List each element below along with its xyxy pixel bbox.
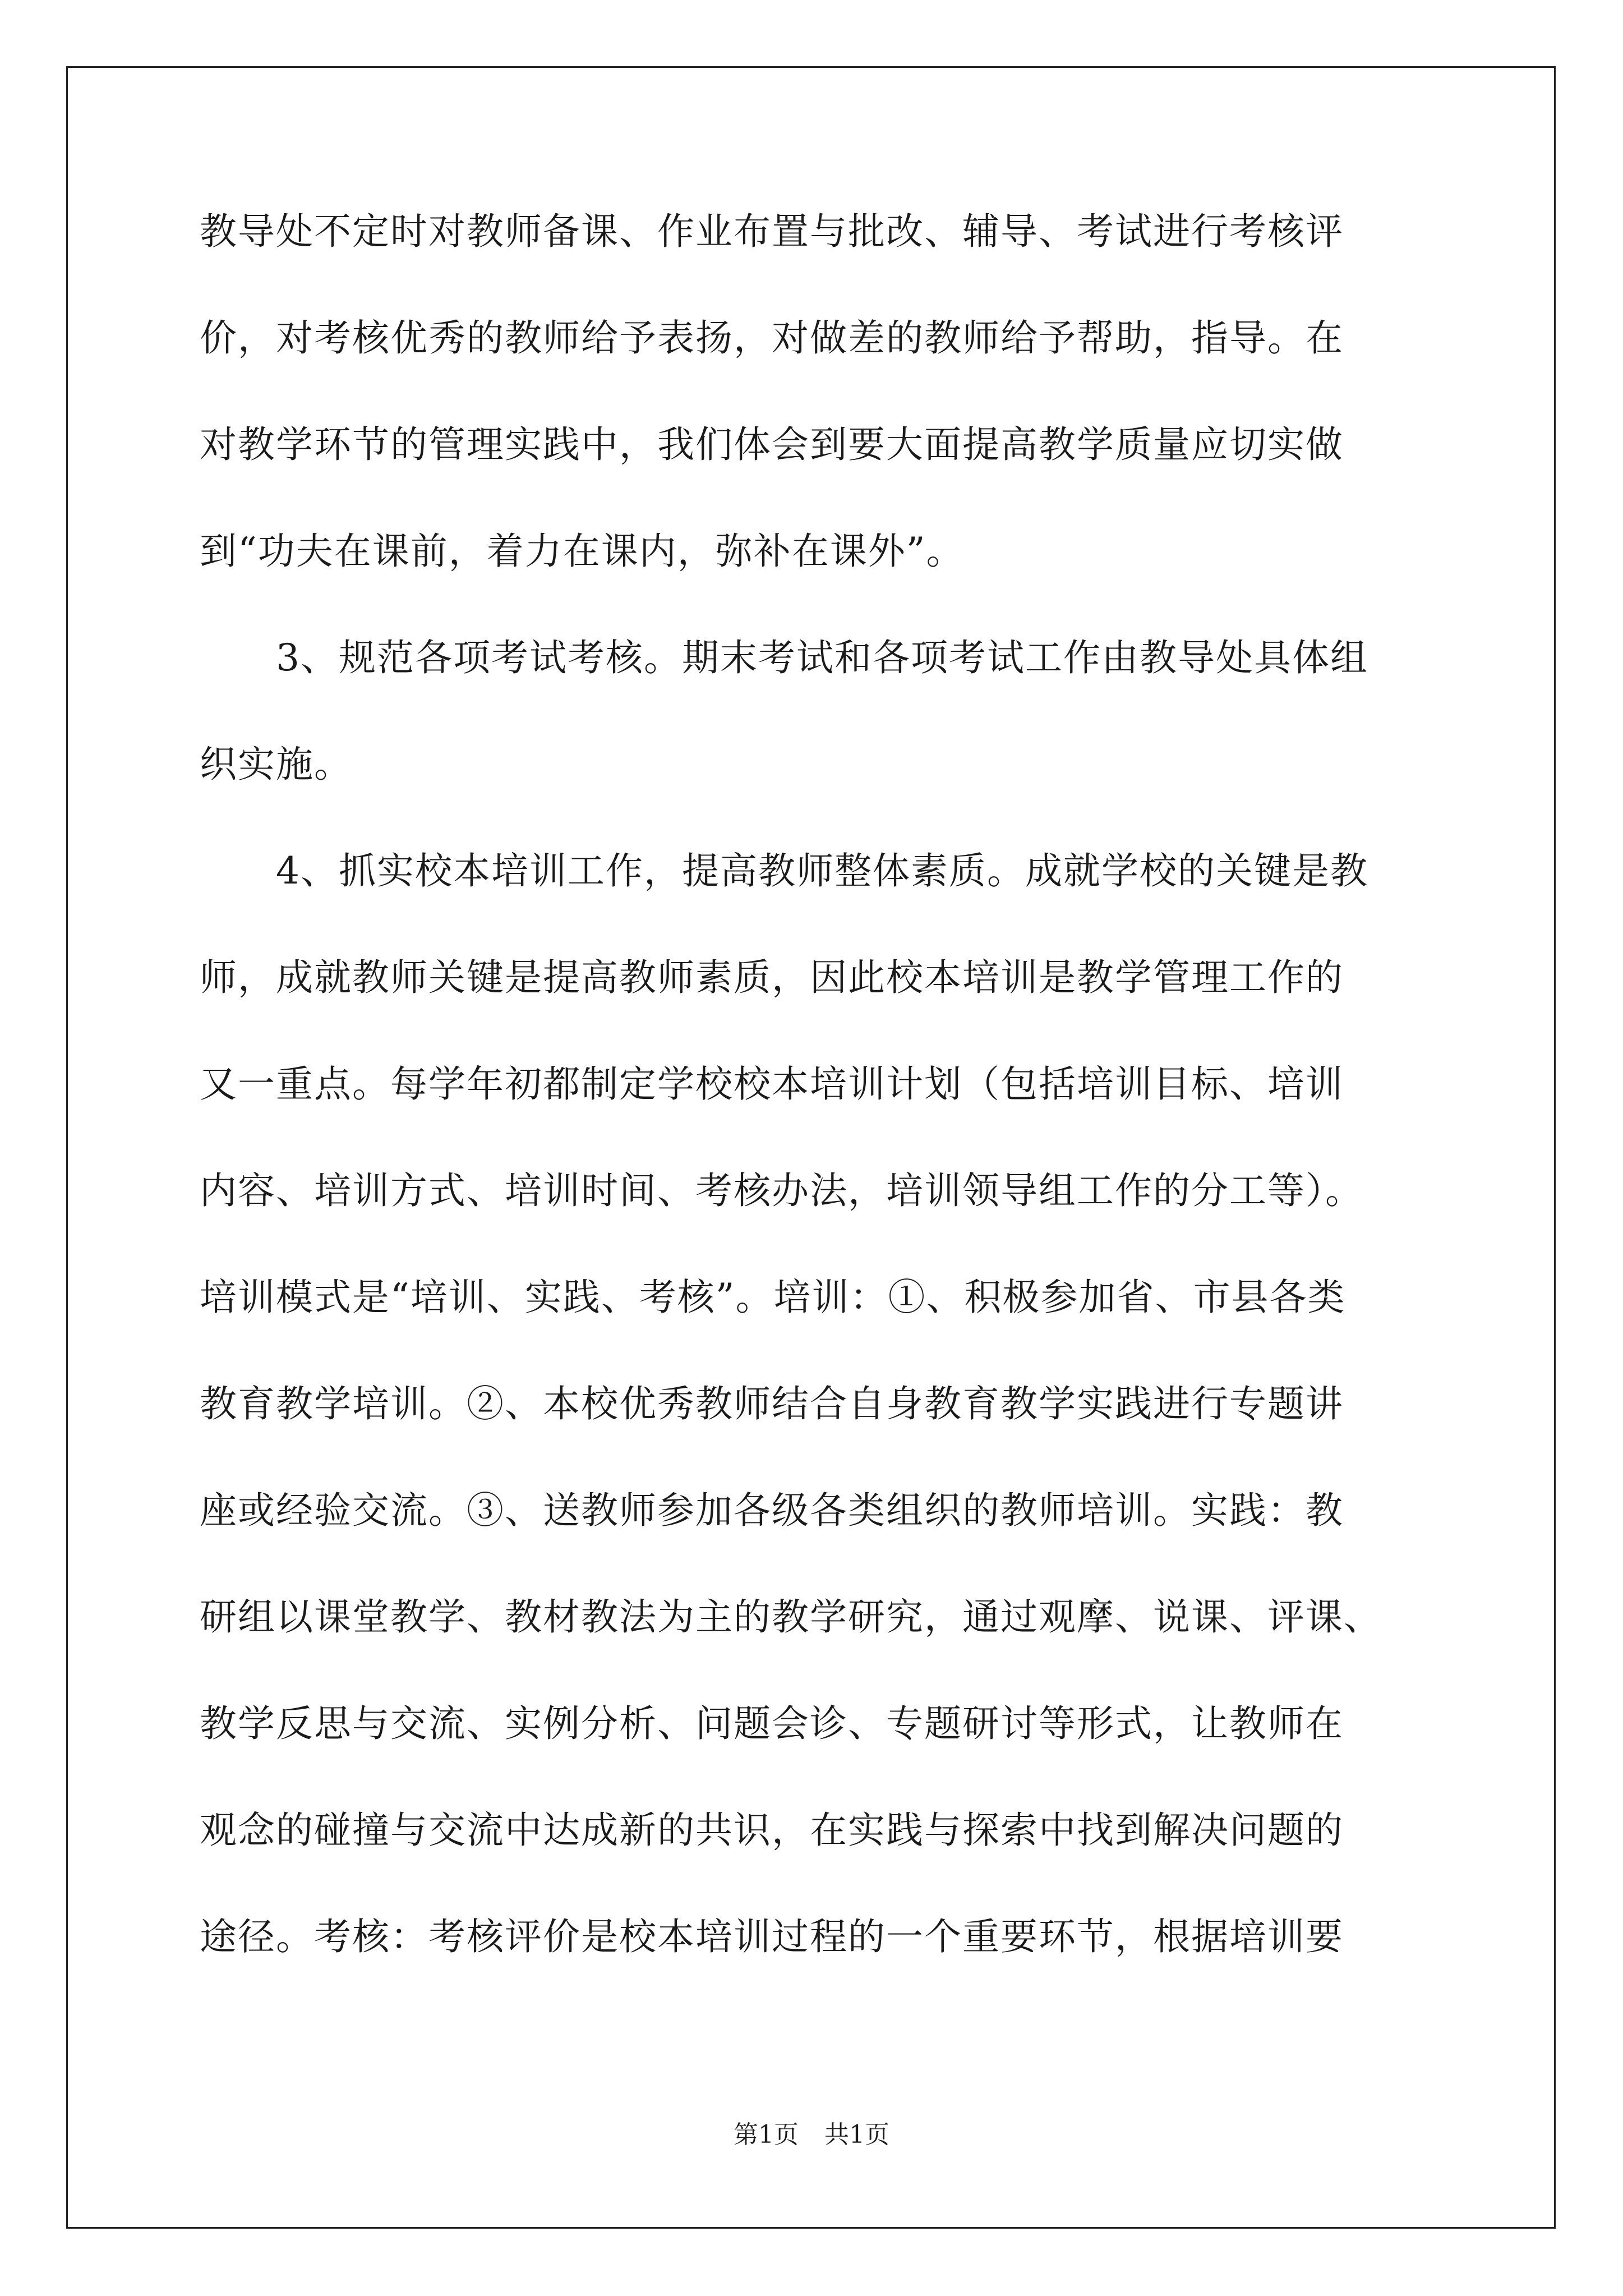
text-line: 价，对考核优秀的教师给予表扬，对做差的教师给予帮助，指导。在 (200, 316, 1344, 360)
text-line: 培训模式是“培训、实践、考核”。培训：①、积极参加省、市县各类 (200, 1276, 1346, 1319)
page-total: 共1页 (824, 2120, 889, 2149)
text-line: 到“功夫在课前，着力在课内，弥补在课外”。 (200, 530, 965, 573)
text-line: 途径。考核：考核评价是校本培训过程的一个重要环节，根据培训要 (200, 1915, 1344, 1958)
page-number: 第1页 (734, 2120, 799, 2149)
text-line: 教育教学培训。②、本校优秀教师结合自身教育教学实践进行专题讲 (200, 1382, 1344, 1425)
text-line-indented: 3、规范各项考试考核。期末考试和各项考试工作由教导处具体组 (276, 636, 1368, 679)
text-line: 观念的碰撞与交流中达成新的共识，在实践与探索中找到解决问题的 (200, 1809, 1344, 1852)
text-line: 对教学环节的管理实践中，我们体会到要大面提高教学质量应切实做 (200, 423, 1344, 466)
page-footer (0, 2121, 1623, 2149)
text-line: 教学反思与交流、实例分析、问题会诊、专题研讨等形式，让教师在 (200, 1702, 1344, 1745)
text-line-indented: 4、抓实校本培训工作，提高教师整体素质。成就学校的关键是教 (276, 849, 1368, 892)
text-line: 内容、培训方式、培训时间、考核办法，培训领导组工作的分工等）。 (200, 1169, 1363, 1212)
text-line: 又一重点。每学年初都制定学校校本培训计划（包括培训目标、培训 (200, 1062, 1344, 1106)
text-line: 教导处不定时对教师备课、作业布置与批改、辅导、考试进行考核评 (200, 210, 1344, 253)
text-line: 研组以课堂教学、教材教法为主的教学研究，通过观摩、说课、评课、 (200, 1595, 1382, 1639)
text-line: 座或经验交流。③、送教师参加各级各类组织的教师培训。实践：教 (200, 1489, 1344, 1532)
body-text (200, 210, 1450, 2025)
text-line: 师，成就教师关键是提高教师素质，因此校本培训是教学管理工作的 (200, 956, 1344, 999)
text-line: 织实施。 (200, 743, 352, 786)
